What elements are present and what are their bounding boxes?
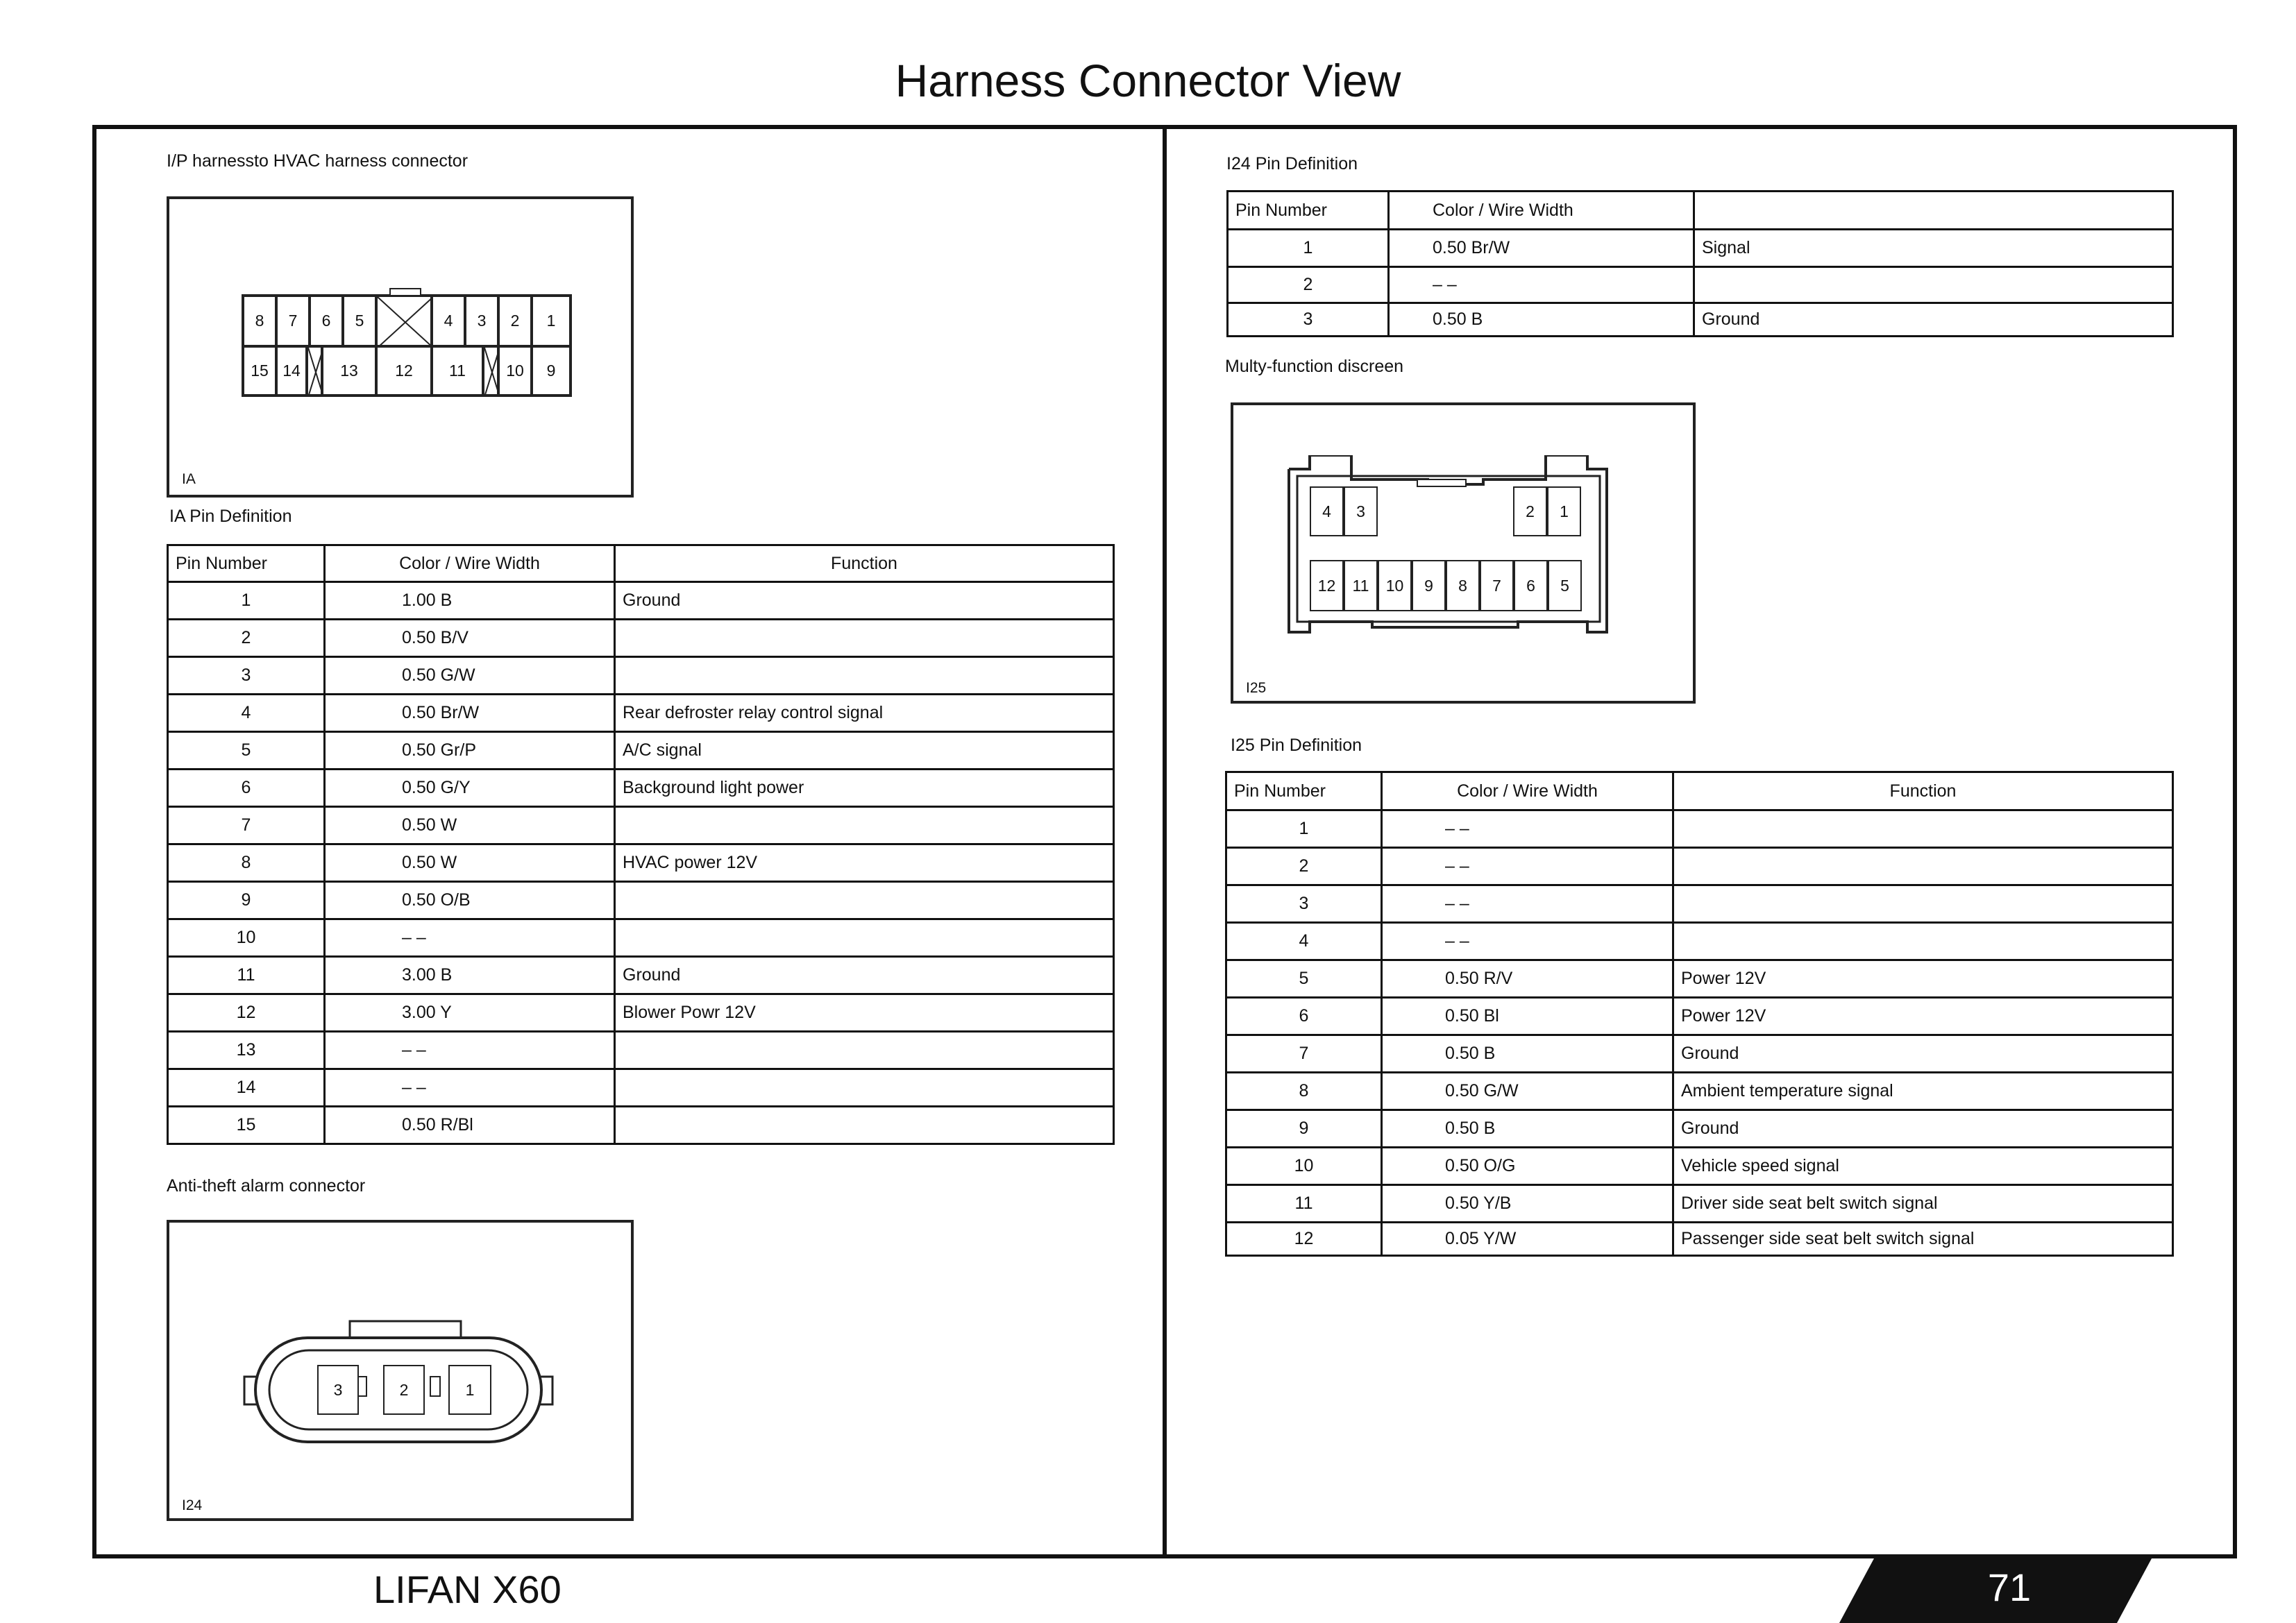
- table-row: [1226, 1073, 2173, 1110]
- table-row: [168, 807, 1114, 844]
- function: [615, 807, 1114, 844]
- pin-number: 5: [168, 732, 325, 770]
- ia-pin: 11: [432, 346, 483, 396]
- i25-pin: 5: [1548, 560, 1582, 611]
- pin-number: 7: [168, 807, 325, 844]
- pin-number: 1: [1228, 230, 1389, 267]
- wire: 0.50 G/W: [325, 657, 615, 695]
- pin-number: 10: [168, 919, 325, 957]
- i25-pin: 2: [1513, 486, 1547, 536]
- table-row: [168, 695, 1114, 732]
- pin-number: 12: [1226, 1223, 1382, 1256]
- function: [1673, 923, 2173, 960]
- i25-pin: 4: [1310, 486, 1344, 536]
- function: Ground: [1694, 303, 2173, 337]
- table-row: [1226, 1148, 2173, 1185]
- function: Ground: [615, 582, 1114, 620]
- ia-pin: 8: [243, 296, 276, 346]
- function: [615, 620, 1114, 657]
- wire: 0.50 Gr/P: [325, 732, 615, 770]
- function: A/C signal: [615, 732, 1114, 770]
- anti-theft-pin: 2: [383, 1365, 425, 1415]
- pin-number: 2: [1226, 848, 1382, 885]
- table-row: [168, 657, 1114, 695]
- table-row: [168, 1069, 1114, 1107]
- wire: 3.00 B: [325, 957, 615, 994]
- wire: 0.50 W: [325, 807, 615, 844]
- ia-pin: 3: [465, 296, 498, 346]
- function: Driver side seat belt switch signal: [1673, 1185, 2173, 1223]
- ia-pin: 13: [322, 346, 376, 396]
- page-number: 71: [1987, 1565, 2032, 1609]
- table-row: [168, 882, 1114, 919]
- table-row: [168, 1032, 1114, 1069]
- pin-number: 5: [1226, 960, 1382, 998]
- wire: – –: [325, 1069, 615, 1107]
- i25-pin: 12: [1310, 560, 1344, 611]
- function: Power 12V: [1673, 960, 2173, 998]
- i25-box-label: I25: [1246, 680, 1267, 696]
- pin-number: 4: [168, 695, 325, 732]
- pin-number: 4: [1226, 923, 1382, 960]
- function: [615, 1032, 1114, 1069]
- wire: 0.50 Br/W: [325, 695, 615, 732]
- i24-table-title: I24 Pin Definition: [1226, 154, 1358, 173]
- ia-pin: 14: [276, 346, 307, 396]
- pin-number: 2: [168, 620, 325, 657]
- table-row: [1226, 1035, 2173, 1073]
- function: HVAC power 12V: [615, 844, 1114, 882]
- pin-number: 3: [168, 657, 325, 695]
- function: Blower Powr 12V: [615, 994, 1114, 1032]
- function: Ground: [615, 957, 1114, 994]
- i25-pin: 3: [1344, 486, 1378, 536]
- wire: – –: [1382, 848, 1673, 885]
- header-pin-number: Pin Number: [1226, 772, 1382, 810]
- table-header-row: [168, 545, 1114, 582]
- ia-pin: 7: [276, 296, 310, 346]
- table-row: [168, 994, 1114, 1032]
- wire: 0.50 R/Bl: [325, 1107, 615, 1144]
- function: Ground: [1673, 1035, 2173, 1073]
- pin-number: 11: [1226, 1185, 1382, 1223]
- header-function: [1694, 192, 2173, 230]
- header-function: Function: [615, 545, 1114, 582]
- function: [1673, 810, 2173, 848]
- i25-pin: 9: [1412, 560, 1446, 611]
- function: [1673, 848, 2173, 885]
- function: [615, 882, 1114, 919]
- wire: 0.50 O/B: [325, 882, 615, 919]
- table-row: [168, 770, 1114, 807]
- ia-pin: 15: [243, 346, 276, 396]
- ia-pin: 10: [498, 346, 532, 396]
- column-divider: [1163, 125, 1167, 1558]
- function: Vehicle speed signal: [1673, 1148, 2173, 1185]
- wire: 0.50 B: [1382, 1110, 1673, 1148]
- wire: 0.50 Y/B: [1382, 1185, 1673, 1223]
- ia-pin: 2: [498, 296, 532, 346]
- ia-pin: 5: [343, 296, 376, 346]
- function: Ambient temperature signal: [1673, 1073, 2173, 1110]
- page-title: Harness Connector View: [895, 55, 1401, 106]
- wire: 0.50 G/W: [1382, 1073, 1673, 1110]
- wire: – –: [1382, 885, 1673, 923]
- table-row: [1226, 998, 2173, 1035]
- ia-pin: 1: [532, 296, 571, 346]
- pin-number: 15: [168, 1107, 325, 1144]
- ia-blank-pin-x: [483, 346, 498, 396]
- wire: – –: [325, 1032, 615, 1069]
- pin-number: 8: [1226, 1073, 1382, 1110]
- wire: 0.50 R/V: [1382, 960, 1673, 998]
- table-row: [168, 582, 1114, 620]
- i25-connector-shell: [1282, 455, 1608, 643]
- function: [1673, 885, 2173, 923]
- function: Background light power: [615, 770, 1114, 807]
- i25-pin: 8: [1446, 560, 1480, 611]
- i25-pin: 1: [1547, 486, 1581, 536]
- function: [615, 919, 1114, 957]
- table-row: [1228, 267, 2173, 303]
- wire: 0.50 B: [1389, 303, 1694, 337]
- table-header-row: [1228, 192, 2173, 230]
- table-row: [168, 732, 1114, 770]
- function: Rear defroster relay control signal: [615, 695, 1114, 732]
- ia-table-title: IA Pin Definition: [169, 507, 292, 526]
- function: Ground: [1673, 1110, 2173, 1148]
- pin-number: 13: [168, 1032, 325, 1069]
- table-row: [168, 919, 1114, 957]
- ia-pin-table: [167, 544, 1115, 1145]
- i24-pin-table: [1226, 190, 2174, 337]
- ia-pin: 4: [432, 296, 465, 346]
- wire: 0.50 B: [1382, 1035, 1673, 1073]
- wire: 1.00 B: [325, 582, 615, 620]
- wire: 0.05 Y/W: [1382, 1223, 1673, 1256]
- table-row: [1228, 303, 2173, 337]
- ia-box-label: IA: [182, 471, 196, 487]
- table-row: [1228, 230, 2173, 267]
- pin-number: 14: [168, 1069, 325, 1107]
- pin-number: 3: [1228, 303, 1389, 337]
- header-color-wire: Color / Wire Width: [1382, 772, 1673, 810]
- pin-number: 9: [1226, 1110, 1382, 1148]
- wire: – –: [1382, 923, 1673, 960]
- wire: 0.50 G/Y: [325, 770, 615, 807]
- wire: – –: [1382, 810, 1673, 848]
- wire: – –: [325, 919, 615, 957]
- pin-number: 8: [168, 844, 325, 882]
- wire: 0.50 B/V: [325, 620, 615, 657]
- ia-blank-pin-x: [376, 296, 432, 346]
- table-row: [1226, 1185, 2173, 1223]
- pin-number: 9: [168, 882, 325, 919]
- header-function: Function: [1673, 772, 2173, 810]
- anti-theft-caption: Anti-theft alarm connector: [167, 1176, 366, 1196]
- table-row: [1226, 810, 2173, 848]
- pin-number: 1: [168, 582, 325, 620]
- table-header-row: [1226, 772, 2173, 810]
- ia-pin: 6: [310, 296, 343, 346]
- wire: 0.50 Bl: [1382, 998, 1673, 1035]
- table-row: [1226, 885, 2173, 923]
- pin-number: 7: [1226, 1035, 1382, 1073]
- header-pin-number: Pin Number: [1228, 192, 1389, 230]
- function: [1694, 267, 2173, 303]
- ia-pin: 12: [376, 346, 432, 396]
- anti-theft-connector-box: [167, 1220, 634, 1521]
- table-row: [168, 620, 1114, 657]
- pin-number: 6: [1226, 998, 1382, 1035]
- table-row: [168, 844, 1114, 882]
- table-row: [1226, 960, 2173, 998]
- ia-blank-pin-x: [307, 346, 322, 396]
- pin-number: 11: [168, 957, 325, 994]
- pin-number: 10: [1226, 1148, 1382, 1185]
- table-row: [1226, 1223, 2173, 1256]
- function: Signal: [1694, 230, 2173, 267]
- wire: 0.50 O/G: [1382, 1148, 1673, 1185]
- i25-table-title: I25 Pin Definition: [1231, 736, 1362, 755]
- function: Passenger side seat belt switch signal: [1673, 1223, 2173, 1256]
- ia-pin: 9: [532, 346, 571, 396]
- model-name: LIFAN X60: [373, 1567, 562, 1611]
- pin-number: 12: [168, 994, 325, 1032]
- header-color-wire: Color / Wire Width: [1389, 192, 1694, 230]
- wire: 0.50 W: [325, 844, 615, 882]
- header-color-wire: Color / Wire Width: [325, 545, 615, 582]
- wire: 3.00 Y: [325, 994, 615, 1032]
- i25-pin: 6: [1514, 560, 1548, 611]
- pin-number: 6: [168, 770, 325, 807]
- table-row: [1226, 923, 2173, 960]
- table-row: [1226, 848, 2173, 885]
- anti-theft-pin: 1: [448, 1365, 491, 1415]
- table-row: [168, 957, 1114, 994]
- ia-connector-box: [167, 196, 634, 498]
- pin-number: 1: [1226, 810, 1382, 848]
- i25-pin-table: [1225, 771, 2174, 1257]
- table-row: [1226, 1110, 2173, 1148]
- i25-pin: 10: [1378, 560, 1412, 611]
- i25-pin: 11: [1344, 560, 1378, 611]
- pin-number: 2: [1228, 267, 1389, 303]
- ia-caption: I/P harnessto HVAC harness connector: [167, 151, 469, 171]
- table-row: [168, 1107, 1114, 1144]
- i25-caption: Multy-function discreen: [1225, 357, 1404, 376]
- pin-number: 3: [1226, 885, 1382, 923]
- wire: – –: [1389, 267, 1694, 303]
- i25-pin: 7: [1480, 560, 1514, 611]
- function: Power 12V: [1673, 998, 2173, 1035]
- anti-theft-box-label: I24: [182, 1497, 203, 1513]
- i25-connector-box: [1231, 402, 1696, 704]
- function: [615, 1069, 1114, 1107]
- function: [615, 657, 1114, 695]
- function: [615, 1107, 1114, 1144]
- anti-theft-pin: 3: [317, 1365, 359, 1415]
- header-pin-number: Pin Number: [168, 545, 325, 582]
- wire: 0.50 Br/W: [1389, 230, 1694, 267]
